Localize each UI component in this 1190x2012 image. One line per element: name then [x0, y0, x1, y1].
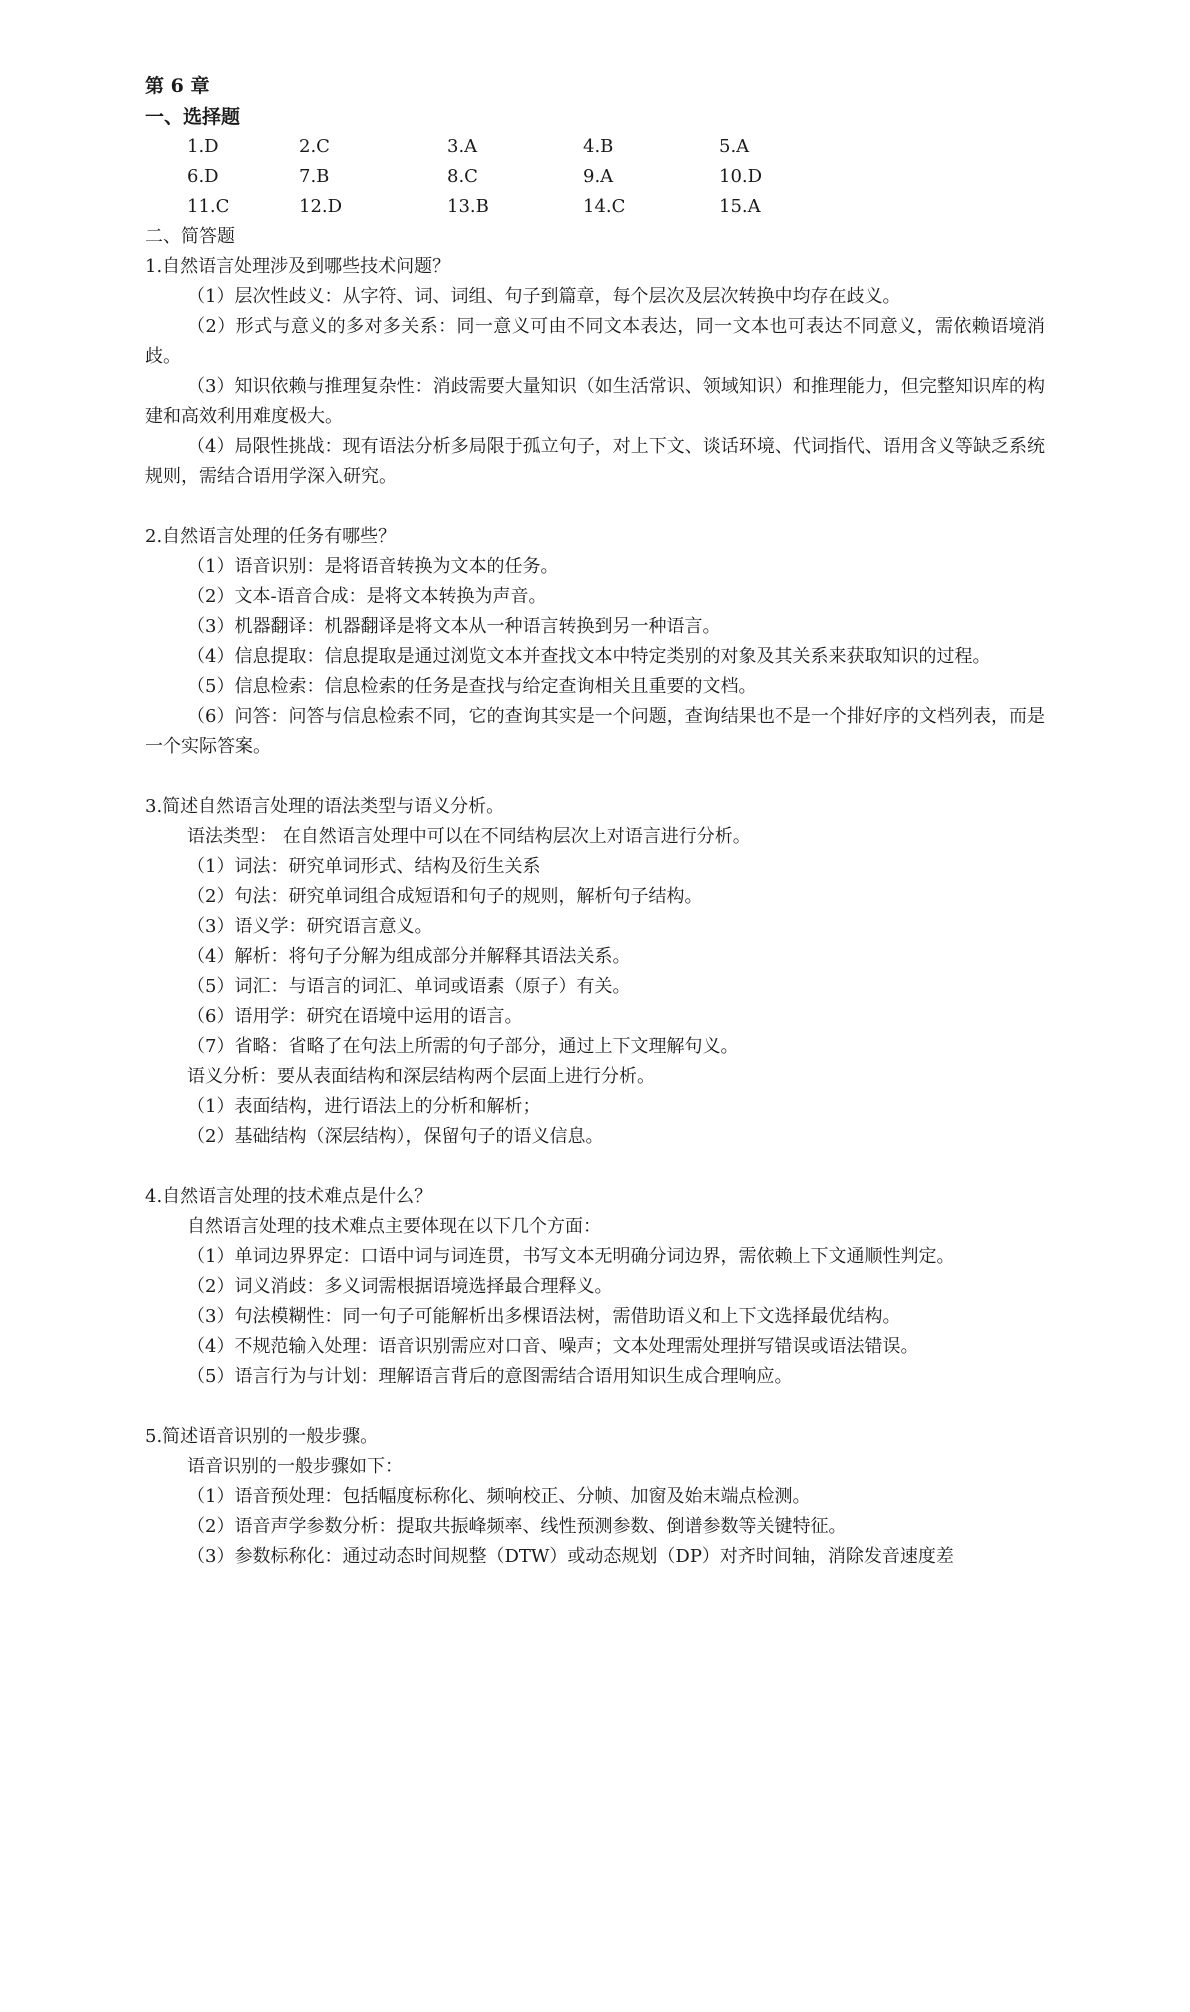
page-content: [145, 70, 1045, 1572]
answer-grid: [145, 132, 1045, 222]
answer-item: 4.B: [583, 136, 614, 157]
question-title: 3.简述自然语言处理的语法类型与语义分析。: [145, 796, 505, 817]
answer-paragraph: （1）层次性歧义：从字符、词、词组、句子到篇章，每个层次及层次转换中均存在歧义。: [187, 286, 901, 307]
answer-paragraph: （1）语音预处理：包括幅度标称化、频响校正、分帧、加窗及始末端点检测。: [187, 1486, 811, 1507]
answer-lead: 语音识别的一般步骤如下：: [187, 1456, 403, 1477]
answer-paragraph: （3）知识依赖与推理复杂性：消歧需要大量知识（如生活常识、领域知识）和推理能力，但完整知识库的构建和高效利用难度极大。: [145, 376, 1045, 427]
answer-item: 7.B: [299, 166, 330, 187]
answer-paragraph: （3）机器翻译：机器翻译是将文本从一种语言转换到另一种语言。: [187, 616, 721, 637]
answer-item: 14.C: [583, 196, 626, 217]
answer-paragraph: （2）文本-语音合成：是将文本转换为声音。: [187, 586, 547, 607]
question-title: 2.自然语言处理的任务有哪些？: [145, 526, 397, 547]
answer-paragraph: （4）解析：将句子分解为组成部分并解释其语法关系。: [187, 946, 631, 967]
answer-item: 2.C: [299, 136, 330, 157]
answer-item: 3.A: [447, 136, 478, 157]
chapter-title: 第 6 章: [145, 75, 210, 97]
answer-paragraph: （2）句法：研究单词组合成短语和句子的规则，解析句子结构。: [187, 886, 703, 907]
answer-item: 11.C: [187, 196, 230, 217]
answer-paragraph: （1）词法：研究单词形式、结构及衍生关系: [187, 856, 541, 877]
answer-paragraph: （1）表面结构，进行语法上的分析和解析；: [187, 1096, 541, 1117]
answer-item: 13.B: [447, 196, 489, 217]
answer-paragraph: （4）不规范输入处理：语音识别需应对口音、噪声；文本处理需处理拼写错误或语法错误。: [187, 1336, 919, 1357]
answer-paragraph: （4）局限性挑战：现有语法分析多局限于孤立句子，对上下文、谈话环境、代词指代、语用含义等缺乏系统规则，需结合语用学深入研究。: [145, 436, 1045, 487]
answer-paragraph: （1）单词边界界定：口语中词与词连贯，书写文本无明确分词边界，需依赖上下文通顺性判定。: [187, 1246, 955, 1267]
answer-lead: 自然语言处理的技术难点主要体现在以下几个方面：: [187, 1216, 601, 1237]
answer-paragraph: （6）问答：问答与信息检索不同，它的查询其实是一个问题，查询结果也不是一个排好序的文档列表，而是一个实际答案。: [145, 706, 1045, 757]
answer-paragraph: （3）句法模糊性：同一句子可能解析出多棵语法树，需借助语义和上下文选择最优结构。: [187, 1306, 901, 1327]
answer-lead: 语义分析：要从表面结构和深层结构两个层面上进行分析。: [187, 1066, 655, 1087]
answer-item: 15.A: [719, 196, 761, 217]
answer-paragraph: （3）语义学：研究语言意义。: [187, 916, 433, 937]
answer-paragraph: （7）省略：省略了在句法上所需的句子部分，通过上下文理解句义。: [187, 1036, 739, 1057]
spacer: [145, 1392, 1045, 1422]
answer-paragraph: （5）信息检索：信息检索的任务是查找与给定查询相关且重要的文档。: [187, 676, 757, 697]
answer-item: 6.D: [187, 166, 219, 187]
answer-paragraph: （2）形式与意义的多对多关系：同一意义可由不同文本表达，同一文本也可表达不同意义，需依赖语境消歧。: [145, 316, 1045, 367]
answer-item: 12.D: [299, 196, 343, 217]
answer-paragraph: （2）词义消歧：多义词需根据语境选择最合理释义。: [187, 1276, 613, 1297]
spacer: [145, 1152, 1045, 1182]
answer-paragraph: （5）词汇：与语言的词汇、单词或语素（原子）有关。: [187, 976, 631, 997]
answer-paragraph: （6）语用学：研究在语境中运用的语言。: [187, 1006, 523, 1027]
answer-paragraph: （4）信息提取：信息提取是通过浏览文本并查找文本中特定类别的对象及其关系来获取知识的过程。: [187, 646, 991, 667]
answer-paragraph: （5）语言行为与计划：理解语言背后的意图需结合语用知识生成合理响应。: [187, 1366, 793, 1387]
answer-paragraph: （2）基础结构（深层结构），保留句子的语义信息。: [187, 1126, 604, 1147]
answer-item: 9.A: [583, 166, 614, 187]
answer-paragraph: （2）语音声学参数分析：提取共振峰频率、线性预测参数、倒谱参数等关键特征。: [187, 1516, 847, 1537]
answer-lead: 语法类型： 在自然语言处理中可以在不同结构层次上对语言进行分析。: [187, 826, 751, 847]
section-heading-choice: 一、选择题: [145, 106, 241, 128]
section-heading-short-answer: 二、简答题: [145, 226, 235, 247]
answer-item: 1.D: [187, 136, 219, 157]
answer-item: 10.D: [719, 166, 763, 187]
answer-item: 8.C: [447, 166, 478, 187]
answer-item: 5.A: [719, 136, 750, 157]
question-title: 5.简述语音识别的一般步骤。: [145, 1426, 379, 1447]
spacer: [145, 492, 1045, 522]
spacer: [145, 762, 1045, 792]
question-title: 1.自然语言处理涉及到哪些技术问题？: [145, 256, 451, 277]
question-title: 4.自然语言处理的技术难点是什么？: [145, 1186, 433, 1207]
answer-paragraph: （1）语音识别：是将语音转换为文本的任务。: [187, 556, 559, 577]
answer-paragraph: （3）参数标称化：通过动态时间规整（DTW）或动态规划（DP）对齐时间轴，消除发音速度差: [187, 1546, 954, 1567]
